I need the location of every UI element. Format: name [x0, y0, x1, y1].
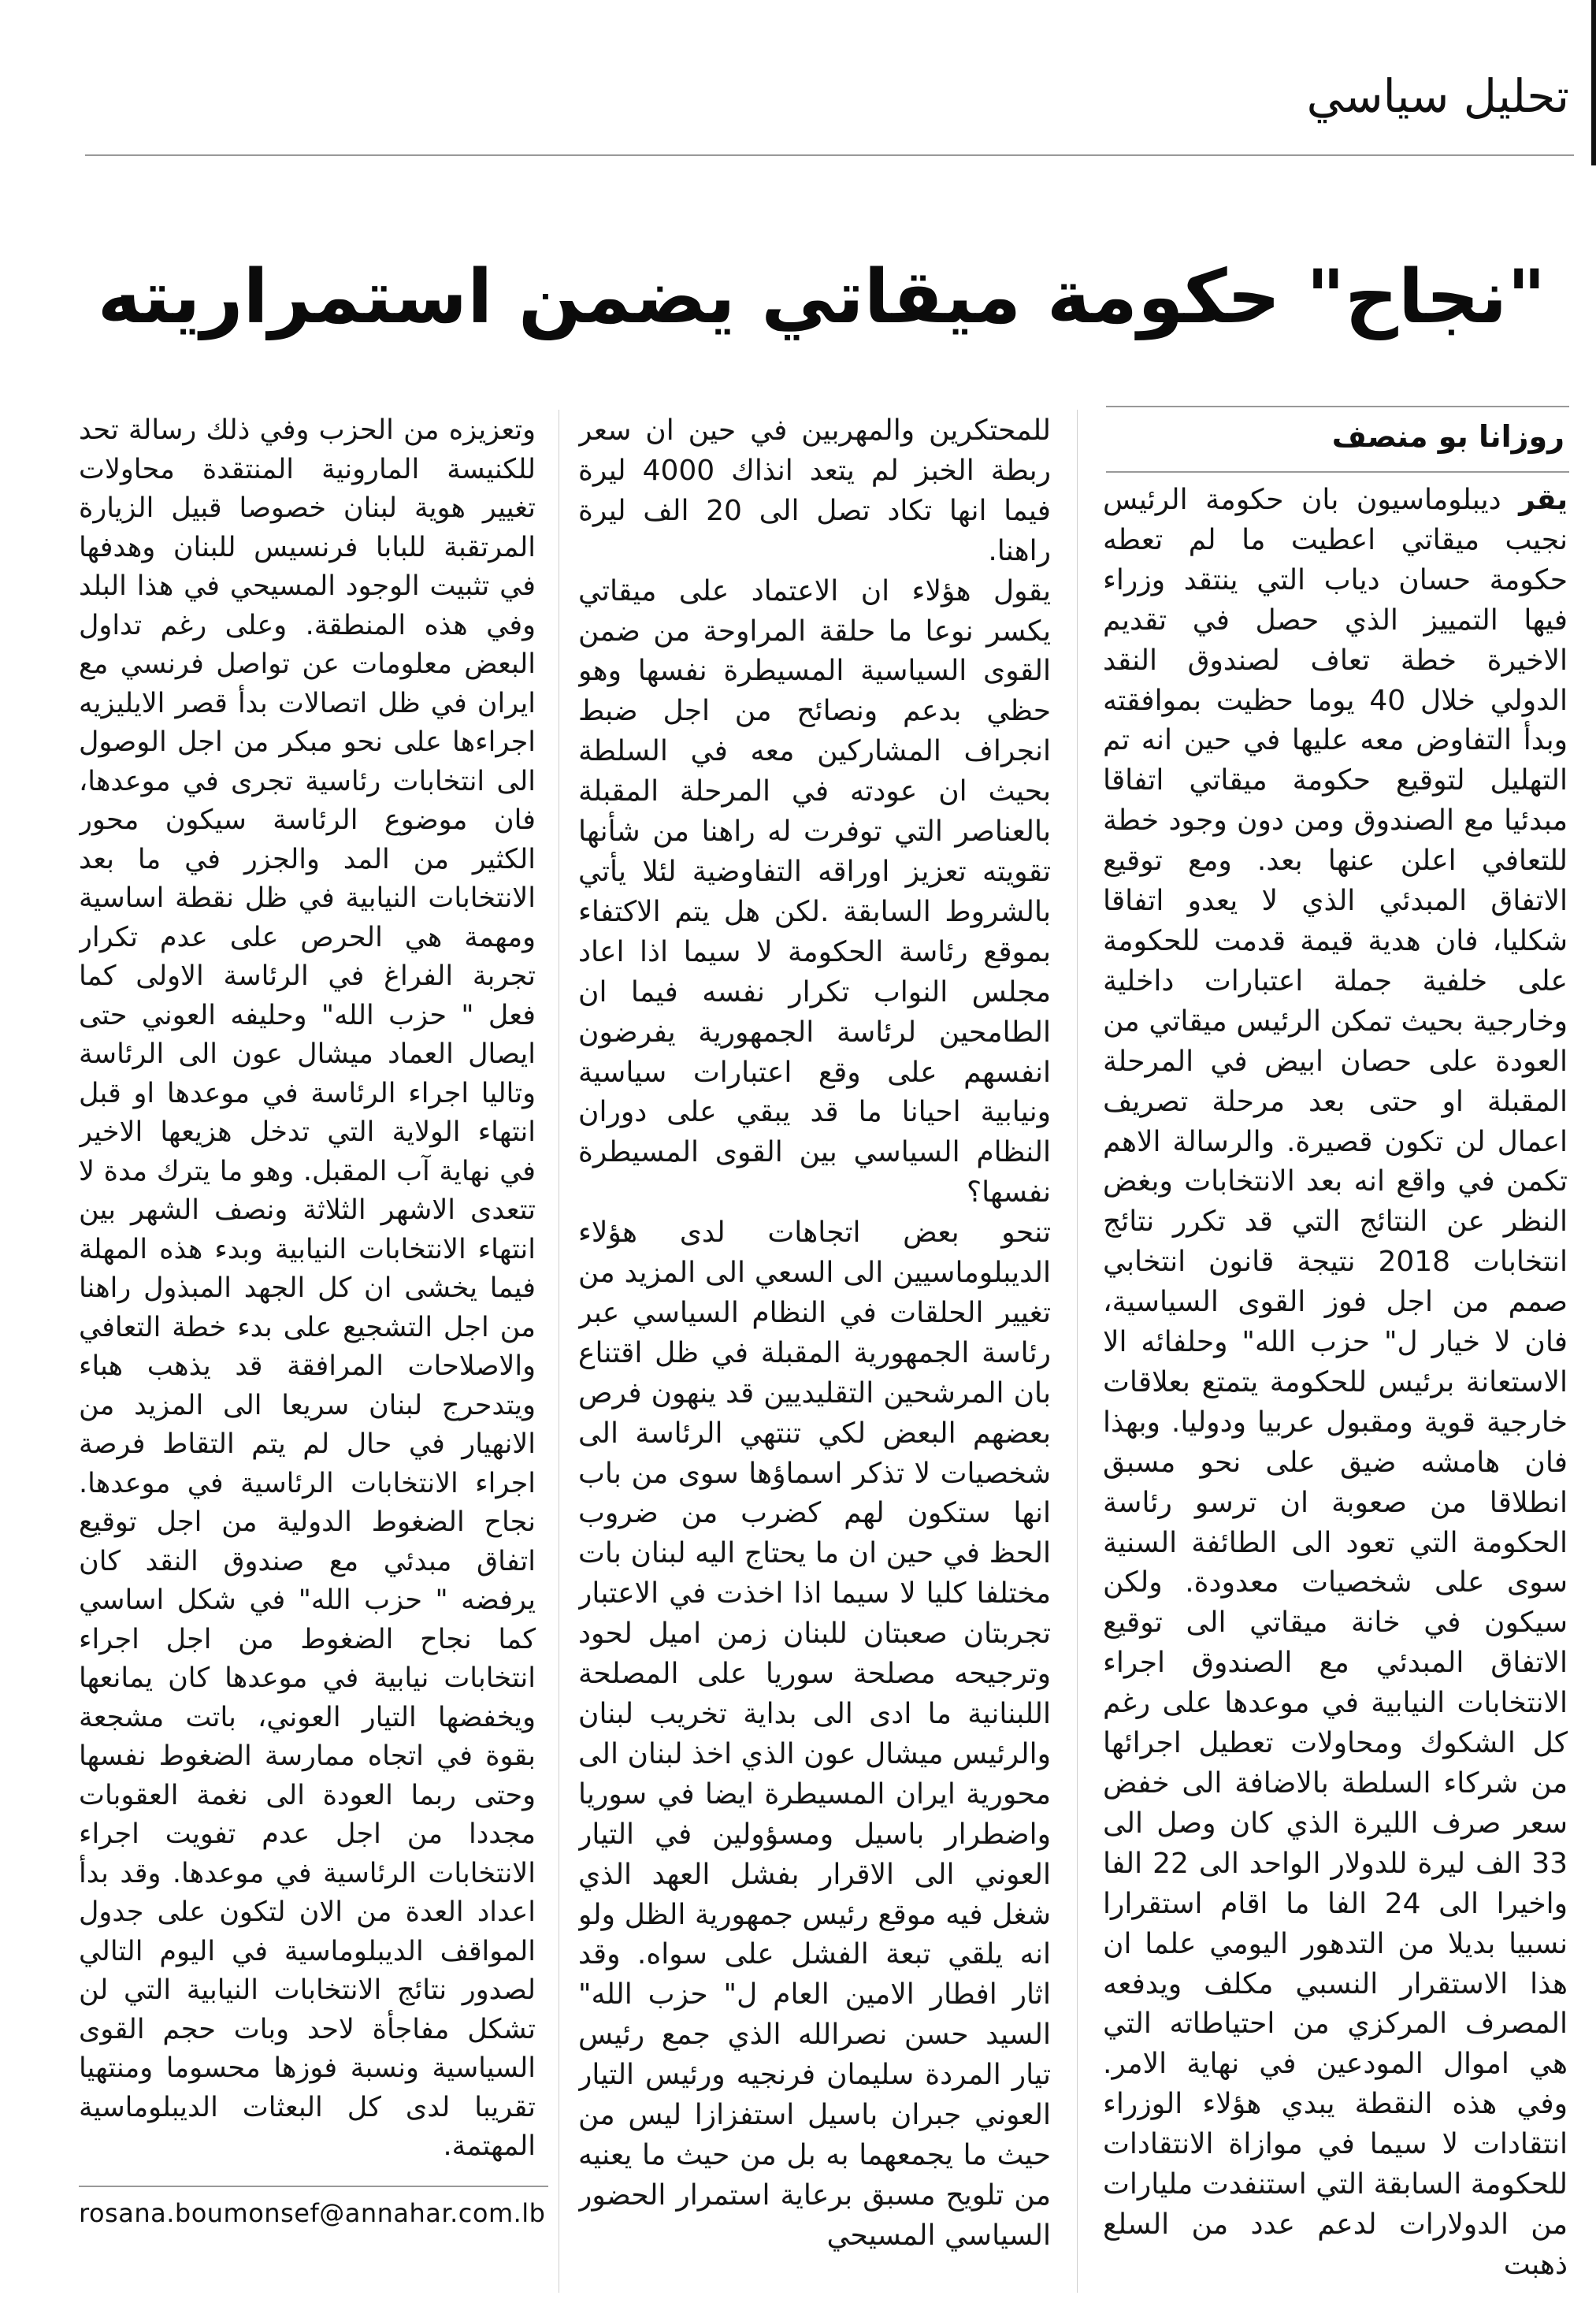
column-divider [1077, 410, 1078, 2293]
article-paragraph: وتعزيزه من الحزب وفي ذلك رسالة تحد للكنيسة المارونية المنتقدة محاولات تغيير هوية لبنان خصوصا قبيل الزيارة المرتقبة للبابا فرنسيس للبنان وهدفها في تثبيت الوجود المسيحي في هذا البلد وفي هذه المنطقة. وعلى رغم تداول البعض معلومات عن تواصل فرنسي مع ايران في ظل اتصالات بدأ قصر الايليزيه اجراءها على نحو مبكر من اجل الوصول الى انتخابات رئاسية تجرى في موعدها، فان موضوع الرئاسة سيكون محور الكثير من المد والجزر في ما بعد الانتخابات النيابية في ظل نقطة اساسية ومهمة هي الحرص على عدم تكرار تجربة الفراغ في الرئاسة الاولى كما فعل " حزب الله" وحليفه العوني حتى ايصال العماد ميشال عون الى الرئاسة وتاليا اجراء الرئاسة في موعدها او قبل انتهاء الولاية التي تدخل هزيعها الاخير في نهاية آب المقبل. وهو ما يترك مدة لا تتعدى الاشهر الثلاثة ونصف الشهر بين انتهاء الانتخابات النيابية وبدء هذه المهلة فيما يخشى ان كل الجهد المبذول راهنا من اجل التشجيع على بدء خطة التعافي والاصلاحات المرافقة قد يذهب هباء ويتدحرج لبنان سريعا الى المزيد من الانهيار في حال لم يتم التقاط فرصة اجراء الانتخابات الرئاسية في موعدها. نجاح الضغوط الدولية من اجل توقيع اتفاق مبدئي مع صندوق النقد كان يرفضه " حزب الله" في شكل اساسي كما نجاح الضغوط من اجل اجراء انتخابات نيابية في موعدها كان يمانعها ويخفضها التيار العوني، باتت مشجعة بقوة في اتجاه ممارسة الضغوط نفسها وحتى ربما العودة الى نغمة العقوبات مجددا من اجل عدم تفويت اجراء الانتخابات الرئاسية في موعدها. وقد بدأ اعداد العدة من الان لتكون على جدول المواقف الديبلوماسية في اليوم التالي لصدور نتائج الانتخابات النيابية التي لن تشكل مفاجأة لاحد وبات حجم القوى السياسية ونسبة فوزها محسوما ومنتهيا تقريبا لدى كل البعثات الديبلوماسية المهتمة. [79, 414, 536, 2162]
article-paragraph [1103, 481, 1568, 2285]
section-label: تحليل سياسي [1306, 69, 1569, 123]
article-paragraph: للمحتكرين والمهربين في حين ان سعر ربطة الخبز لم يتعد انذاك 4000 ليرة فيما انها تكاد تصل الى 20 الف ليرة راهنا. [578, 414, 1051, 567]
article-column-2 [578, 411, 1051, 2286]
headline: "نجاح" حكومة ميقاتي يضمن استمراريته [97, 254, 1546, 340]
author-email: rosana.boumonsef@annahar.com.lb [79, 2198, 546, 2228]
column-1-text: ديبلوماسيون بان حكومة الرئيس نجيب ميقاتي اعطيت ما لم تعطه حكومة حسان دياب التي ينتقد وزراء فيها التمييز الذي حصل في تقديم الاخيرة خطة تعاف لصندوق النقد الدولي خلال 40 يوما حظيت بموافقته وبدأ التفاوض معه عليها في حين انه تم التهليل لتوقيع حكومة ميقاتي اتفاقا مبدئيا مع الصندوق ومن دون وجود خطة للتعافي اعلن عنها بعد. ومع توقيع الاتفاق المبدئي الذي لا يعدو اتفاقا شكليا، فان هدية قيمة قدمت للحكومة على خلفية جملة اعتبارات داخلية وخارجية بحيث تمكن الرئيس ميقاتي من العودة على حصان ابيض في المرحلة المقبلة او حتى بعد مرحلة تصريف اعمال لن تكون قصيرة. والرسالة الاهم تكمن في واقع انه بعد الانتخابات وبغض النظر عن النتائج التي قد تكرر نتائج انتخابات 2018 نتيجة قانون انتخابي صمم من اجل فوز القوى السياسية، فان لا خيار ل" حزب الله" وحلفائه الا الاستعانة برئيس للحكومة يتمتع بعلاقات خارجية قوية ومقبول عربيا ودوليا. وبهذا فان هامشه ضيق على نحو مسبق انطلاقا من صعوبة ان ترسو رئاسة الحكومة التي تعود الى الطائفة السنية سوى على شخصيات معدودة. ولكن سيكون في خانة ميقاتي الى توقيع الاتفاق المبدئي مع الصندوق اجراء الانتخابات النيابية في موعدها على رغم كل الشكوك ومحاولات تعطيل اجرائها من شركاء السلطة بالاضافة الى خفض سعر صرف الليرة الذي كان وصل الى 33 الف ليرة للدولار الواحد الى 22 الفا واخيرا الى 24 الفا ما اقام استقرارا نسبيا بديلا من التدهور اليومي علما ان هذا الاستقرار النسبي مكلف ويدفعه المصرف المركزي من احتياطاته التي هي اموال المودعين في نهاية الامر. وفي هذه النقطة يبدي هؤلاء الوزراء انتقادات لا سيما في موازاة الانتقادات للحكومة السابقة التي استنفدت مليارات من الدولارات لدعم عدد من السلع ذهبت [1103, 484, 1568, 2281]
email-divider [79, 2186, 548, 2187]
article-paragraph: تنحو بعض اتجاهات لدى هؤلاء الديبلوماسيين الى السعي الى المزيد من تغيير الحلقات في النظام السياسي عبر رئاسة الجمهورية المقبلة في ظل اقتناع بان المرشحين التقليديين قد ينهون فرص بعضهم البعض لكي تنتهي الرئاسة الى شخصيات لا تذكر اسماؤها سوى من باب انها ستكون لهم كضرب من ضروب الحظ في حين ان ما يحتاج اليه لبنان بات مختلفا كليا لا سيما اذا اخذت في الاعتبار تجربتان صعبتان للبنان زمن اميل لحود وترجيحه مصلحة سوريا على المصلحة اللبنانية ما ادى الى بداية تخريب لبنان والرئيس ميشال عون الذي اخذ لبنان الى محورية ايران المسيطرة ايضا في سوريا واضطرار باسيل ومسؤولين في التيار العوني الى الاقرار بفشل العهد الذي شغل فيه موقع رئيس جمهورية الظل ولو انه يلقي تبعة الفشل على سواه. وقد اثار افطار الامين العام ل" حزب الله" السيد حسن نصرالله الذي جمع رئيس تيار المردة سليمان فرنجيه ورئيس التيار العوني جبران باسيل استفزازا ليس من حيث ما يجمعهما به بل من حيث ما يعنيه من تلويح مسبق برعاية استمرار الحضور السياسي المسيحي [578, 1216, 1051, 2252]
article-paragraph: يقول هؤلاء ان الاعتماد على ميقاتي يكسر نوعا ما حلقة المراوحة من ضمن القوى السياسية المسيطرة نفسها وهو حظي بدعم ونصائح من اجل ضبط انجراف المشاركين معه في السلطة بحيث ان عودته في المرحلة المقبلة بالعناصر التي توفرت له راهنا من شأنها تقويته تعزيز اوراقه التفاوضية لئلا يأتي بالشروط السابقة .لكن هل يتم الاكتفاء بموقع رئاسة الحكومة لا سيما اذا اعاد مجلس النواب تكرار نفسه فيما ان الطامحين لرئاسة الجمهورية يفرضون انفسهم على وقع اعتبارات سياسية ونيابية احيانا ما قد يبقي على دوران النظام السياسي بين القوى المسيطرة نفسها؟ [578, 574, 1051, 1209]
page-edge-strip [1591, 0, 1596, 165]
lead-word: يقر [1519, 484, 1568, 516]
byline-rule-bottom [1106, 471, 1569, 473]
byline-rule-top [1106, 406, 1569, 407]
byline: روزانا بو منصف [1331, 419, 1564, 454]
article-column-1 [1103, 481, 1568, 2285]
article-column-3 [79, 411, 536, 2168]
header-divider [85, 154, 1574, 156]
